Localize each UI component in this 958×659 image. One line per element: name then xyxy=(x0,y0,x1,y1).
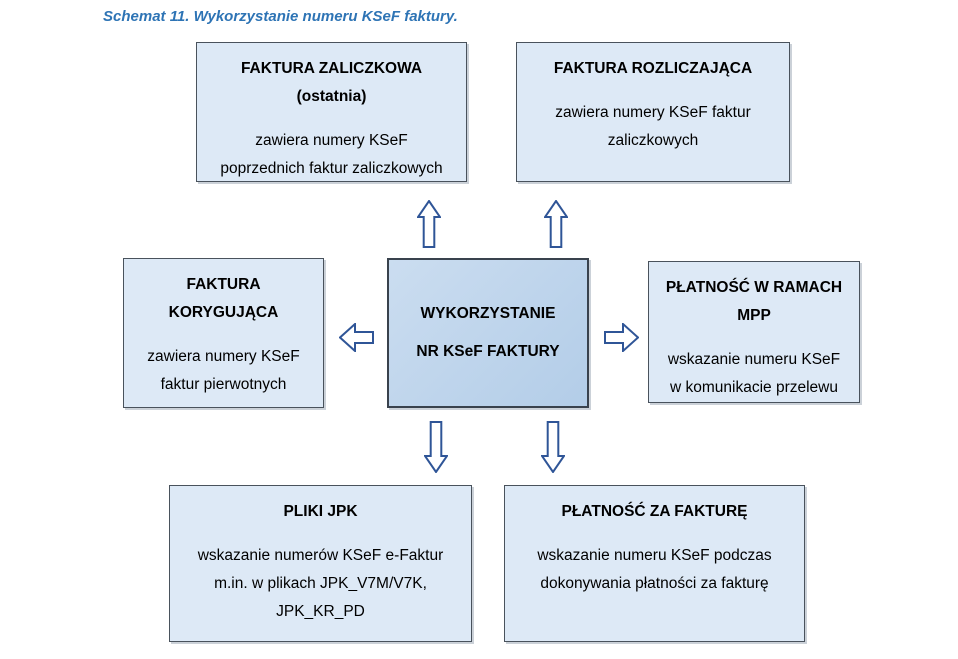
node-platnosc-mpp xyxy=(648,261,860,403)
node-body-line: m.in. w plikach JPK_V7M/V7K, xyxy=(214,575,427,592)
node-platnosc-za-fakture xyxy=(504,485,805,642)
node-heading-line: FAKTURA ROZLICZAJĄCA xyxy=(553,60,753,77)
node-pliki-jpk xyxy=(169,485,472,642)
node-body xyxy=(555,99,751,155)
node-faktura-korygujaca xyxy=(123,258,324,408)
node-body-line: JPK_KR_PD xyxy=(276,603,365,620)
node-heading-line: FAKTURA ZALICZKOWA xyxy=(240,60,423,77)
node-body-line: zawiera numery KSeF faktur xyxy=(555,104,751,121)
arrow-left-icon xyxy=(339,323,374,352)
node-center-wykorzystanie xyxy=(387,258,589,408)
node-heading-line: PŁATNOŚĆ ZA FAKTURĘ xyxy=(561,503,748,520)
node-body-line: wskazanie numerów KSeF e-Faktur xyxy=(197,547,444,564)
node-body xyxy=(198,542,444,626)
node-heading-line: (ostatnia) xyxy=(296,88,367,105)
node-heading-line: MPP xyxy=(737,307,771,324)
node-heading-line: FAKTURA xyxy=(186,276,261,293)
node-body-line: zawiera numery KSeF xyxy=(255,132,408,149)
arrow-up-icon xyxy=(544,200,568,248)
node-body xyxy=(668,346,840,402)
node-body xyxy=(147,343,299,399)
node-body-line: zawiera numery KSeF xyxy=(147,348,300,365)
arrow-right-icon xyxy=(604,323,639,352)
node-heading-line: PŁATNOŚĆ W RAMACH xyxy=(665,279,843,296)
node-body xyxy=(537,542,771,598)
center-line: WYKORZYSTANIE xyxy=(420,305,556,322)
node-body-line: poprzednich faktur zaliczkowych xyxy=(220,160,443,177)
node-body xyxy=(220,127,442,183)
node-body-line: w komunikacie przelewu xyxy=(670,379,838,396)
node-body-line: zaliczkowych xyxy=(607,132,699,149)
arrow-down-icon xyxy=(424,421,448,473)
node-heading-line: PLIKI JPK xyxy=(283,503,358,520)
schema-title: Schemat 11. Wykorzystanie numeru KSeF faktury. xyxy=(103,8,458,25)
node-body-line: dokonywania płatności za fakturę xyxy=(540,575,769,592)
arrow-up-icon xyxy=(417,200,441,248)
node-faktura-zaliczkowa xyxy=(196,42,467,182)
node-body-line: faktur pierwotnych xyxy=(160,376,287,393)
arrow-down-icon xyxy=(541,421,565,473)
node-body-line: wskazanie numeru KSeF podczas xyxy=(537,547,772,564)
node-body-line: wskazanie numeru KSeF xyxy=(667,351,841,368)
center-line: NR KSeF FAKTURY xyxy=(416,343,560,360)
node-heading-line: KORYGUJĄCA xyxy=(168,304,279,321)
node-faktura-rozliczajaca xyxy=(516,42,790,182)
